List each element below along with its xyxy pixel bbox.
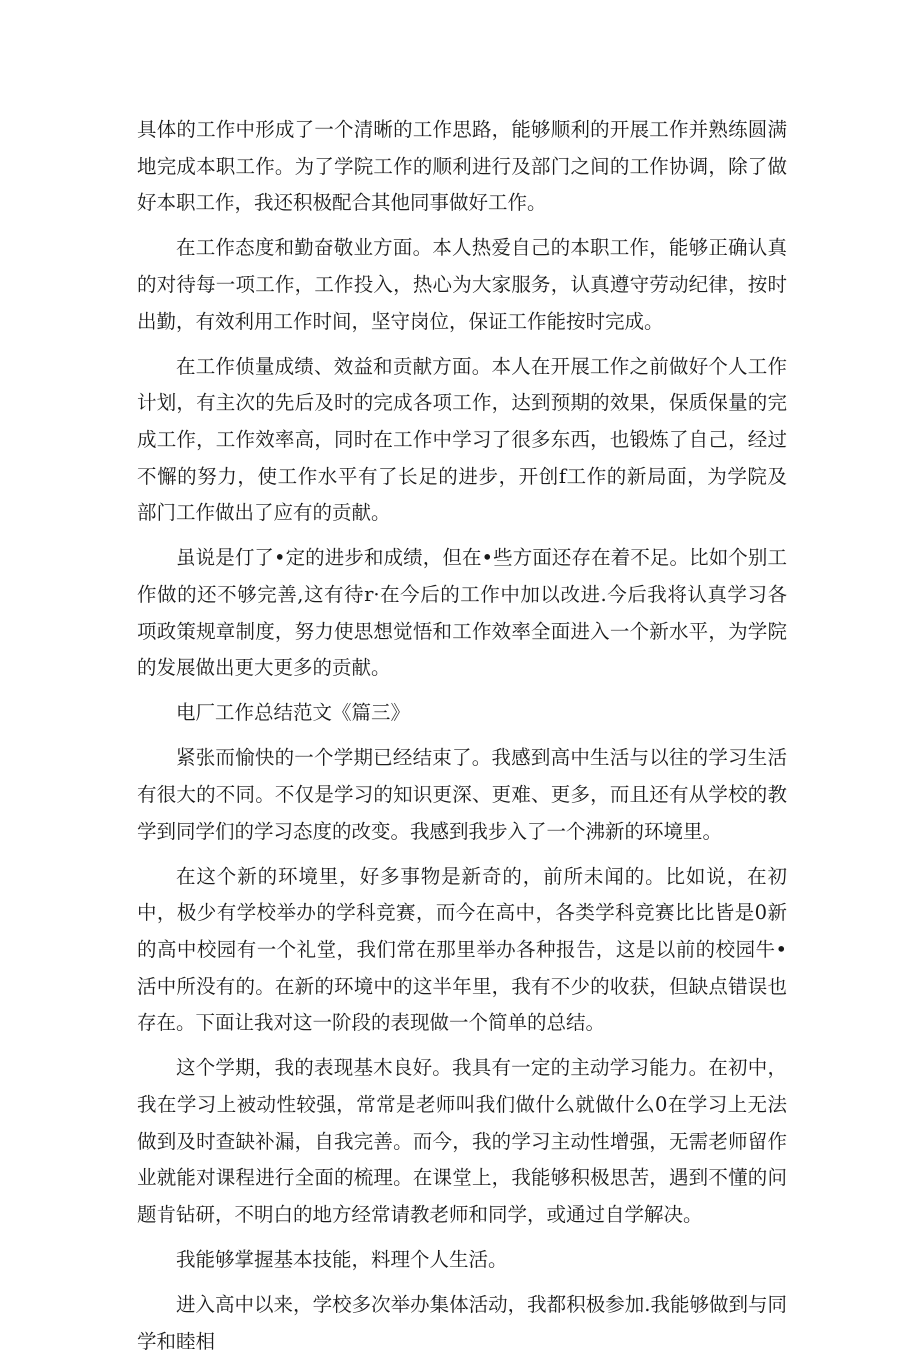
paragraph: 我能够掌握基本技能，料理个人生活。	[176, 1247, 508, 1271]
document-body	[137, 112, 787, 1369]
paragraph: 紧张而愉快的一个学期已经结束了。我感到高中生活与以往的学习生活有很大的不同。不仅是学习的知识更深、更难、更多，而且还有从学校的教学到同学们的学习态度的改变。我感到我步入了一个沸新的环境里。	[137, 746, 787, 843]
paragraph: 进入高中以来，学校多次举办集体活动，我都积极参加.我能够做到与同学和睦相	[137, 1293, 787, 1353]
paragraph: 虽说是仃了•定的进步和成绩，但在•些方面还存在着不足。比如个别工作做的还不够完善,这有待r·在今后的工作中加以改进.今后我将认真学习各项政策规章制度，努力使思想觉悟和工作效率全面进入一个新水平，为学院的发展做出更大更多的贡献。	[137, 546, 787, 680]
paragraph: 这个学期，我的表现基木良好。我具有一定的主动学习能力。在初中，我在学习上被动性较强，常常是老师叫我们做什么就做什么0在学习上无法做到及时查缺补漏，自我完善。而今，我的学习主动性增强，无需老师留作业就能对课程进行全面的梳理。在课堂上，我能够积极思苦，遇到不懂的问题肯钻研，不明白的地方经常请教老师和同学，或通过自学解决。	[137, 1056, 787, 1226]
paragraph: 在工作侦量成绩、效益和贡献方面。本人在开展工作之前做好个人工作计划，有主次的先后及时的完成各项工作，达到预期的效果，保质保量的完成工作，工作效率高，同时在工作中学习了很多东西，也锻炼了自己，经过不懈的努力，使工作水平有了长足的进步，开创f工作的新局面，为学院及部门工作做出了应有的贡献。	[137, 354, 787, 525]
section-heading: 电厂工作总结范文《篇三》	[176, 701, 411, 725]
paragraph: 在工作态度和勤奋敬业方面。本人热爱自己的本职工作，能够正确认真的对待每一项工作，工作投入，热心为大家服务，认真遵守劳动纪律，按时出勤，有效利用工作时间，坚守岗位，保证工作能按时完成。	[137, 236, 787, 333]
paragraph: 在这个新的环境里，好多事物是新奇的，前所未闻的。比如说，在初中，极少有学校举办的学科竞赛，而今在高中，各类学科竞赛比比皆是0新的高中校园有一个礼堂，我们常在那里举办各种报告，这是以前的校园牛•活中所没有的。在新的环境中的这半年里，我有不少的收获，但缺点错误也存在。下面让我对这一阶段的表现做一个简单的总结。	[137, 864, 787, 1035]
paragraph: 具体的工作中形成了一个清晰的工作思路，能够顺利的开展工作并熟练圆满地完成本职工作。为了学院工作的顺利进行及部门之间的工作协调，除了做好本职工作，我还积极配合其他同事做好工作。	[137, 118, 787, 215]
